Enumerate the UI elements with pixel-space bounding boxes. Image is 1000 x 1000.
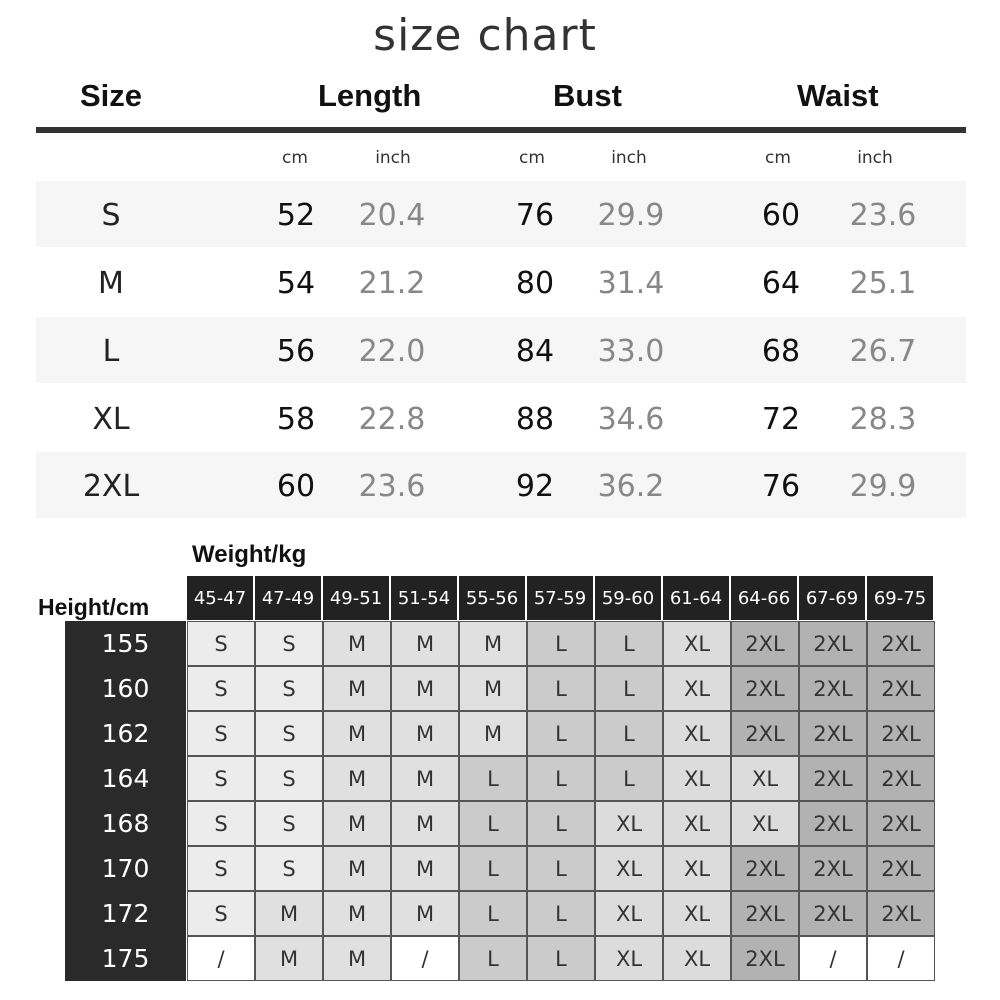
bust-cm: 80 [515,266,555,301]
waist-inch: 28.3 [849,402,917,437]
bust-inch: 29.9 [597,198,665,233]
size-cell: M [323,801,391,846]
size-cell: M [459,621,527,666]
size-cell: / [799,936,867,981]
weight-column-header: 69-75 [867,576,935,620]
size-cell: M [391,801,459,846]
size-cell: XL [595,936,663,981]
weight-column-header: 47-49 [255,576,323,620]
size-cell: L [459,936,527,981]
length-inch: 22.8 [358,402,426,437]
height-row-header: 160 [65,666,186,711]
bust-cm: 76 [515,198,555,233]
weight-column-header: 59-60 [595,576,663,620]
weight-column-header: 51-54 [391,576,459,620]
waist-cm: 60 [761,198,801,233]
size-cell: S [255,756,323,801]
weight-column-header: 61-64 [663,576,731,620]
weight-column-header: 45-47 [187,576,255,620]
height-row-header: 162 [65,711,186,756]
waist-inch: 23.6 [849,198,917,233]
length-cm: 58 [276,402,316,437]
bust-inch: 36.2 [597,469,665,504]
weight-column-header: 49-51 [323,576,391,620]
size-cell: M [391,711,459,756]
size-cell: L [527,756,595,801]
size-cell: L [527,666,595,711]
waist-cm: 68 [761,334,801,369]
size-cell: 2XL [867,846,935,891]
weight-column-header: 64-66 [731,576,799,620]
length-inch: 21.2 [358,266,426,301]
size-cell: S [255,801,323,846]
size-label: S [101,198,121,233]
bust-inch: 31.4 [597,266,665,301]
height-row-header: 172 [65,891,186,936]
size-cell: L [459,846,527,891]
size-cell: M [391,756,459,801]
size-cell: S [187,711,255,756]
size-cell: / [391,936,459,981]
size-cell: S [187,846,255,891]
size-cell: L [527,801,595,846]
size-cell: 2XL [731,846,799,891]
size-cell: XL [595,801,663,846]
size-cell: L [527,621,595,666]
bust-inch: 33.0 [597,334,665,369]
size-cell: XL [663,756,731,801]
size-cell: 2XL [867,666,935,711]
size-cell: L [595,756,663,801]
size-cell: M [323,891,391,936]
size-cell: 2XL [799,801,867,846]
bust-cm: 88 [515,402,555,437]
height-row-header: 170 [65,846,186,891]
length-inch: 22.0 [358,334,426,369]
weight-axis-label: Weight/kg [192,541,307,568]
size-cell: 2XL [867,711,935,756]
size-cell: XL [663,621,731,666]
size-cell: 2XL [731,621,799,666]
waist-cm: 76 [761,469,801,504]
length-inch: 23.6 [358,469,426,504]
size-cell: 2XL [799,846,867,891]
size-cell: M [323,621,391,666]
length-cm: 54 [276,266,316,301]
size-cell: M [323,756,391,801]
unit-bust-cm: cm [519,148,545,168]
size-cell: 2XL [799,621,867,666]
size-cell: L [459,891,527,936]
size-cell: M [323,846,391,891]
size-cell: M [459,666,527,711]
unit-waist-inch: inch [857,148,893,168]
size-cell: L [527,711,595,756]
size-cell: 2XL [867,801,935,846]
size-cell: XL [663,666,731,711]
waist-cm: 72 [761,402,801,437]
size-cell: M [323,936,391,981]
size-cell: XL [663,846,731,891]
size-cell: 2XL [799,891,867,936]
size-cell: M [323,711,391,756]
size-cell: XL [663,801,731,846]
waist-inch: 26.7 [849,334,917,369]
size-label: M [98,266,124,301]
header-divider [36,127,966,133]
size-cell: 2XL [731,666,799,711]
size-cell: L [459,756,527,801]
size-cell: 2XL [731,711,799,756]
size-cell: M [459,711,527,756]
bust-cm: 84 [515,334,555,369]
size-cell: M [391,666,459,711]
header-length: Length [318,78,422,113]
weight-column-header: 55-56 [459,576,527,620]
header-size: Size [80,78,143,113]
height-row-header: 168 [65,801,186,846]
size-cell: 2XL [867,756,935,801]
height-row-header: 164 [65,756,186,801]
size-cell: 2XL [799,711,867,756]
size-cell: 2XL [867,891,935,936]
size-cell: M [323,666,391,711]
size-cell: M [391,846,459,891]
size-cell: S [187,756,255,801]
size-cell: S [255,621,323,666]
size-cell: S [255,666,323,711]
size-label: XL [92,402,130,437]
unit-waist-cm: cm [765,148,791,168]
size-cell: S [187,891,255,936]
size-cell: / [867,936,935,981]
unit-length-inch: inch [375,148,411,168]
length-inch: 20.4 [358,198,426,233]
size-cell: 2XL [799,756,867,801]
waist-cm: 64 [761,266,801,301]
size-cell: S [255,711,323,756]
size-cell: XL [663,936,731,981]
size-cell: S [187,621,255,666]
size-cell: XL [663,891,731,936]
size-cell: XL [595,846,663,891]
size-cell: M [391,621,459,666]
size-cell: M [255,936,323,981]
size-cell: L [459,801,527,846]
size-cell: XL [595,891,663,936]
waist-inch: 29.9 [849,469,917,504]
size-cell: M [391,891,459,936]
size-cell: L [527,936,595,981]
length-cm: 60 [276,469,316,504]
size-cell: L [527,891,595,936]
length-cm: 52 [276,198,316,233]
unit-bust-inch: inch [611,148,647,168]
size-label: 2XL [82,469,140,504]
unit-length-cm: cm [282,148,308,168]
bust-inch: 34.6 [597,402,665,437]
size-cell: 2XL [731,891,799,936]
size-cell: S [187,801,255,846]
size-cell: L [527,846,595,891]
waist-inch: 25.1 [849,266,917,301]
size-cell: L [595,621,663,666]
size-cell: M [255,891,323,936]
header-waist: Waist [797,78,879,113]
size-label: L [102,334,120,369]
size-cell: / [187,936,255,981]
height-row-header: 155 [65,621,186,666]
size-cell: S [255,846,323,891]
weight-column-header: 67-69 [799,576,867,620]
chart-title: size chart [373,10,597,61]
weight-column-header: 57-59 [527,576,595,620]
size-cell: 2XL [731,936,799,981]
size-cell: L [595,666,663,711]
bust-cm: 92 [515,469,555,504]
size-cell: 2XL [799,666,867,711]
header-bust: Bust [553,78,622,113]
height-axis-label: Height/cm [38,594,150,620]
height-row-header: 175 [65,936,186,981]
length-cm: 56 [276,334,316,369]
size-cell: XL [663,711,731,756]
size-cell: L [595,711,663,756]
size-cell: XL [731,801,799,846]
size-cell: XL [731,756,799,801]
size-cell: S [187,666,255,711]
size-cell: 2XL [867,621,935,666]
